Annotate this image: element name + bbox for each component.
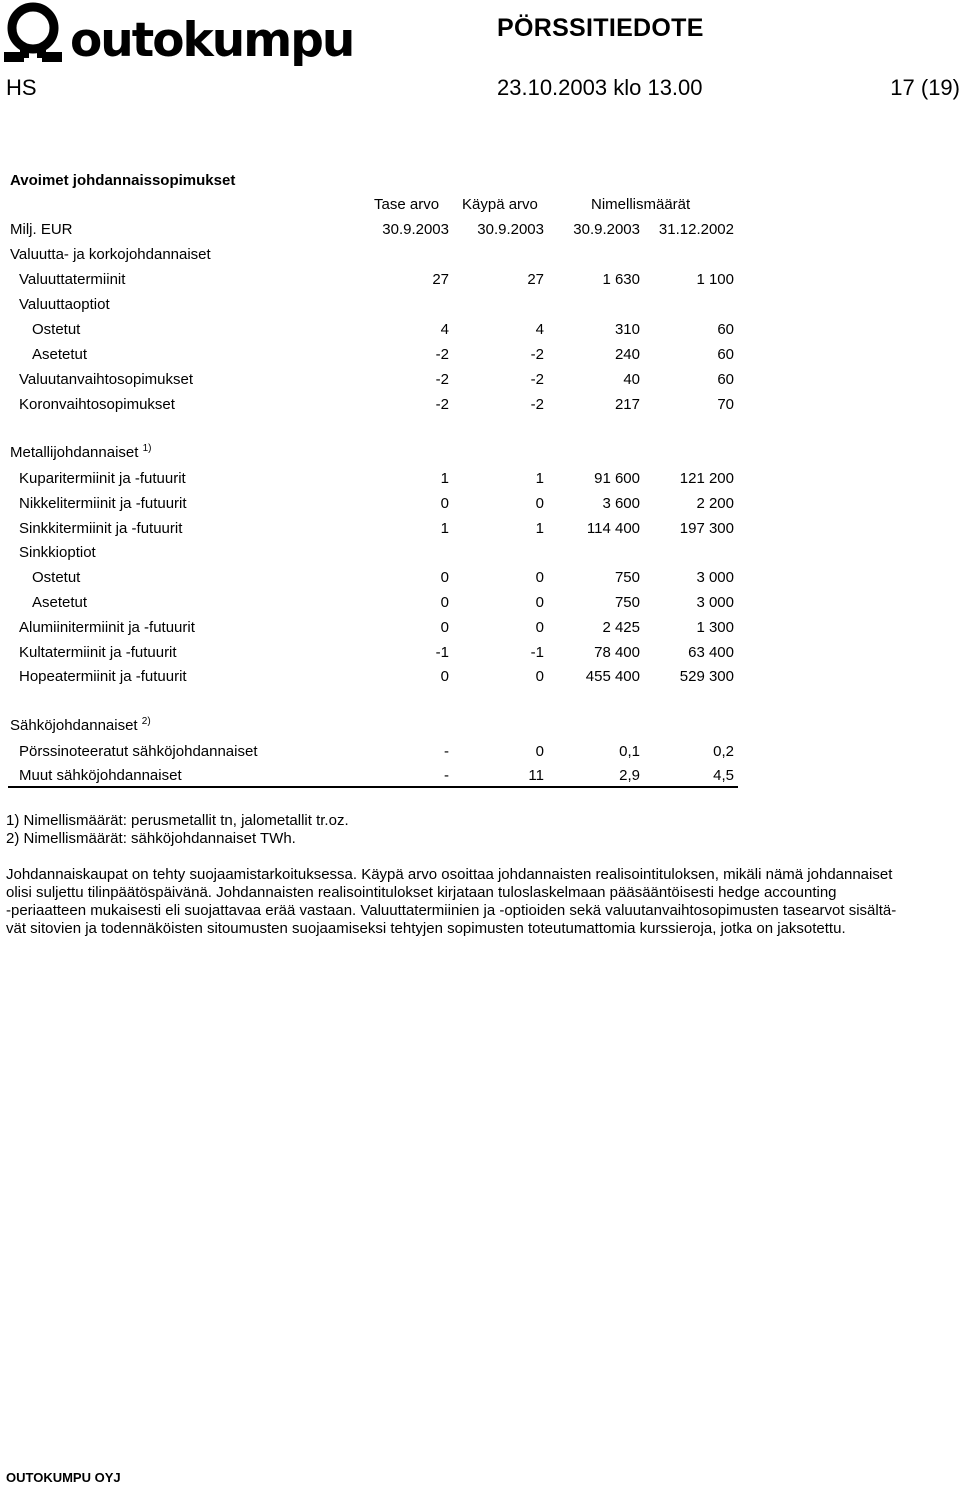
cell-fair: 27 (527, 271, 544, 288)
section-title-metal (10, 444, 152, 462)
cell-book: 0 (440, 668, 449, 685)
paragraph-line: olisi suljettu tilinpäätöspäivänä. Johdannaisten realisointitulokset kirjataan tuloslaskelmaan pääsääntöisesti hedge accounting (6, 884, 837, 901)
col-date-nominal-prior: 31.12.2002 (658, 221, 734, 238)
cell-nominal-current: 750 (614, 569, 640, 586)
cell-nominal-prior: 121 200 (679, 470, 734, 487)
col-group-book-value: Tase arvo (374, 196, 440, 213)
row-label: Ostetut (32, 569, 81, 586)
col-date-nominal-current: 30.9.2003 (573, 221, 640, 238)
row-label: Valuuttaoptiot (19, 296, 110, 313)
row-label: Valuuttatermiinit (19, 271, 126, 288)
table-title: Avoimet johdannaissopimukset (10, 172, 236, 189)
cell-nominal-current: 310 (614, 321, 640, 338)
cell-book: -1 (435, 644, 449, 661)
section-title-currency-interest: Valuutta- ja korkojohdannaiset (10, 246, 211, 263)
footnote-1: 1) Nimellismäärät: perusmetallit tn, jalometallit tr.oz. (6, 812, 349, 829)
col-date-book: 30.9.2003 (382, 221, 449, 238)
cell-nominal-prior: 529 300 (679, 668, 734, 685)
row-label: Alumiinitermiinit ja -futuurit (19, 619, 195, 636)
cell-nominal-current: 240 (614, 346, 640, 363)
cell-book: -2 (435, 371, 449, 388)
cell-nominal-current: 78 400 (594, 644, 640, 661)
header-code: HS (6, 75, 37, 100)
row-label: Asetetut (32, 346, 88, 363)
cell-nominal-current: 0,1 (619, 743, 640, 760)
row-label: Koronvaihtosopimukset (19, 396, 175, 413)
cell-nominal-prior: 60 (717, 371, 734, 388)
cell-nominal-current: 750 (614, 594, 640, 611)
cell-book: - (444, 743, 449, 760)
cell-book: 0 (440, 569, 449, 586)
cell-fair: -2 (530, 346, 544, 363)
cell-book: 4 (440, 321, 449, 338)
cell-book: 1 (440, 520, 449, 537)
cell-nominal-prior: 60 (717, 346, 734, 363)
col-group-fair-value: Käypä arvo (462, 196, 538, 213)
row-label: Sinkkioptiot (19, 544, 96, 561)
cell-nominal-current: 217 (614, 396, 640, 413)
cell-fair: 1 (535, 470, 544, 487)
cell-nominal-current: 114 400 (586, 520, 640, 537)
cell-book: - (444, 767, 449, 784)
cell-fair: 0 (535, 495, 544, 512)
cell-nominal-prior: 1 100 (696, 271, 734, 288)
footer-company: OUTOKUMPU OYJ (6, 1470, 121, 1485)
cell-fair: 0 (535, 594, 544, 611)
cell-nominal-prior: 63 400 (688, 644, 734, 661)
document-type: PÖRSSITIEDOTE (497, 14, 704, 42)
cell-nominal-prior: 2 200 (696, 495, 734, 512)
cell-book: 1 (440, 470, 449, 487)
cell-book: 0 (440, 594, 449, 611)
col-group-nominal: Nimellismäärät (591, 196, 691, 213)
row-label: Kuparitermiinit ja -futuurit (19, 470, 186, 487)
cell-fair: 11 (528, 767, 544, 784)
header-datetime: 23.10.2003 klo 13.00 (497, 75, 703, 100)
paragraph-line: Johdannaiskaupat on tehty suojaamistarkoituksessa. Käypä arvo osoittaa johdannaisten realisointituloksen, mikäli nämä johdannaiset (6, 866, 893, 883)
cell-nominal-current: 1 630 (602, 271, 640, 288)
row-label: Valuutanvaihtosopimukset (19, 371, 193, 388)
row-label: Pörssinoteeratut sähköjohdannaiset (19, 743, 258, 760)
cell-book: 0 (440, 495, 449, 512)
col-date-fair: 30.9.2003 (477, 221, 544, 238)
paragraph-line: -periaatteen mukaisesti eli suojattavaa erää vastaan. Valuuttatermiinien ja -optioiden sekä valuutanvaihtosopimusten tasearvot sisältä- (6, 902, 897, 919)
page-number: 17 (19) (890, 75, 960, 100)
row-label: Nikkelitermiinit ja -futuurit (19, 495, 187, 512)
row-label: Sinkkitermiinit ja -futuurit (19, 520, 183, 537)
row-label: Hopeatermiinit ja -futuurit (19, 668, 187, 685)
logo-wordmark: outokumpu (70, 13, 354, 68)
cell-fair: 0 (535, 743, 544, 760)
unit-label: Milj. EUR (10, 221, 73, 238)
cell-nominal-prior: 70 (717, 396, 734, 413)
footnote-2: 2) Nimellismäärät: sähköjohdannaiset TWh. (6, 830, 296, 847)
row-label: Kultatermiinit ja -futuurit (19, 644, 177, 661)
section-title-electricity (10, 717, 151, 735)
cell-fair: -1 (530, 644, 544, 661)
cell-fair: 4 (535, 321, 544, 338)
section-title-text: Metallijohdannaiset (10, 444, 139, 461)
row-label: Ostetut (32, 321, 81, 338)
cell-fair: 0 (535, 619, 544, 636)
cell-nominal-prior: 1 300 (696, 619, 734, 636)
cell-fair: -2 (530, 396, 544, 413)
row-label: Asetetut (32, 594, 88, 611)
cell-nominal-current: 3 600 (602, 495, 640, 512)
cell-nominal-prior: 197 300 (679, 520, 734, 537)
cell-nominal-current: 91 600 (594, 470, 640, 487)
cell-nominal-prior: 3 000 (696, 569, 734, 586)
paragraph-line: vät sitovien ja todennäköisten sitoumusten suojaamiseksi tehtyjen sopimusten toteutumattomia kurssieroja, jotka on jaksotettu. (6, 920, 846, 937)
section-title-text: Sähköjohdannaiset (10, 717, 138, 734)
cell-nominal-prior: 4,5 (713, 767, 734, 784)
cell-nominal-prior: 60 (717, 321, 734, 338)
explanatory-paragraph (6, 866, 956, 938)
table-bottom-rule (8, 786, 738, 788)
cell-nominal-current: 455 400 (585, 668, 640, 685)
cell-book: -2 (435, 346, 449, 363)
cell-fair: 1 (535, 520, 544, 537)
cell-nominal-prior: 3 000 (696, 594, 734, 611)
cell-book: -2 (435, 396, 449, 413)
cell-nominal-current: 40 (623, 371, 640, 388)
cell-nominal-current: 2,9 (619, 767, 640, 784)
footnote-marker: 1) (142, 443, 152, 454)
cell-book: 27 (432, 271, 449, 288)
cell-book: 0 (440, 619, 449, 636)
cell-fair: 0 (535, 569, 544, 586)
cell-nominal-current: 2 425 (602, 619, 640, 636)
company-logo (4, 2, 354, 73)
cell-fair: -2 (530, 371, 544, 388)
row-label: Muut sähköjohdannaiset (19, 767, 182, 784)
footnote-marker: 2) (141, 716, 151, 727)
cell-nominal-prior: 0,2 (713, 743, 734, 760)
cell-fair: 0 (535, 668, 544, 685)
outokumpu-logo-icon (4, 2, 354, 68)
